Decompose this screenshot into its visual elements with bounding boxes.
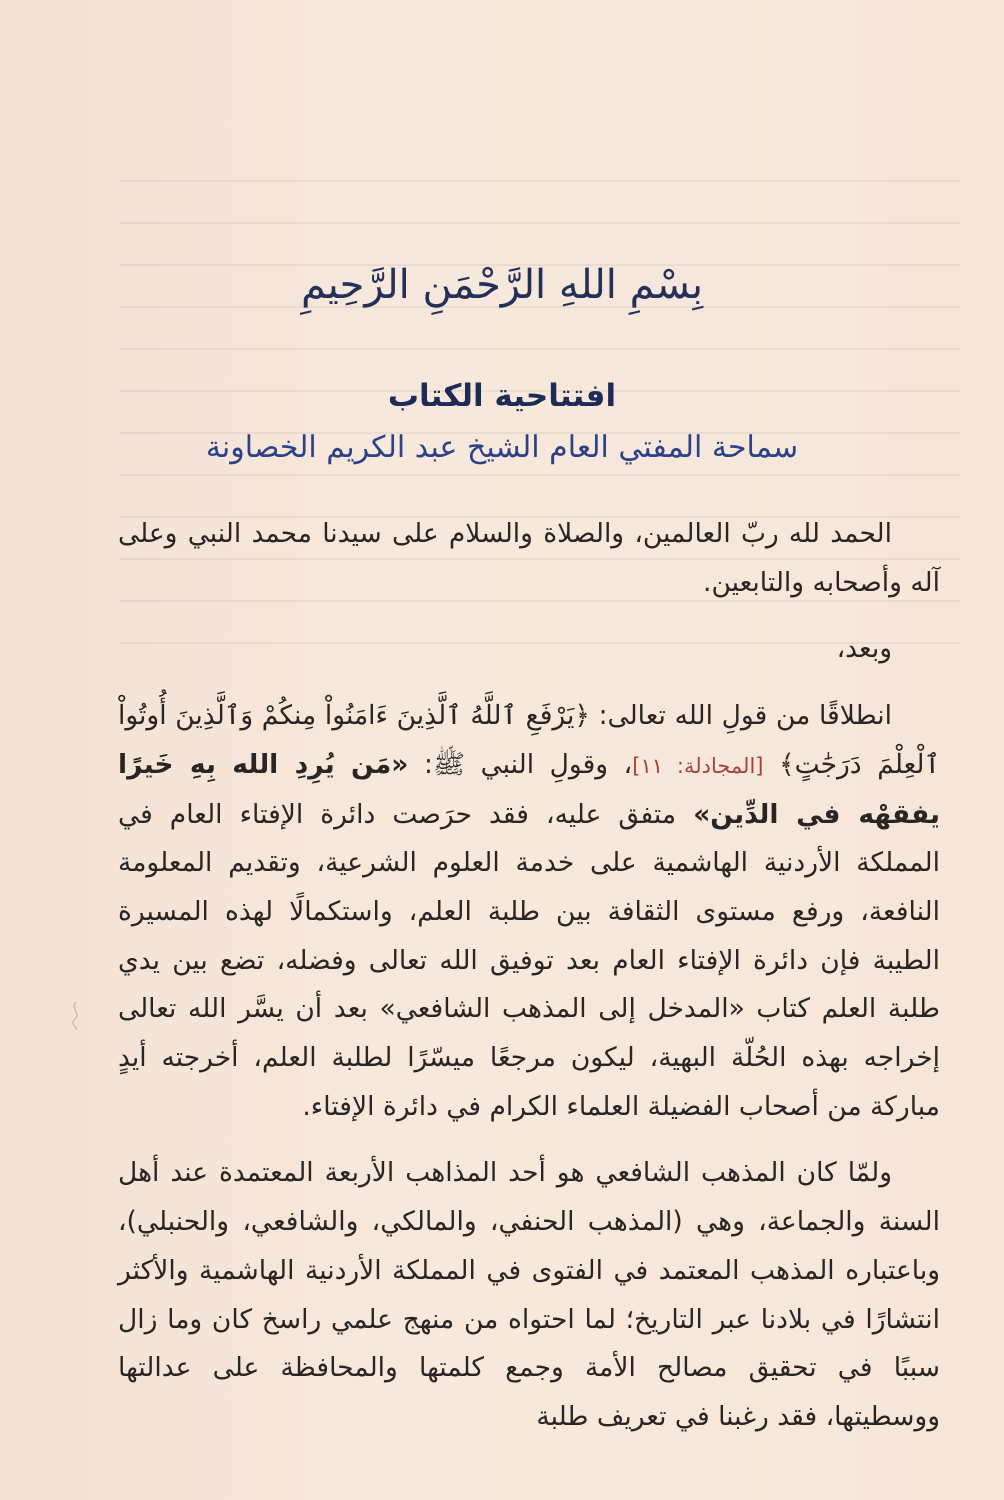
paragraph-wa-bad: وبعد، [836,633,892,665]
prophet-quote-intro: ، وقولِ النبي ﷺ: [408,748,633,780]
paragraph-continuation: متفق عليه، فقد حرَصت دائرة الإفتاء العام في المملكة الأردنية الهاشمية على خدمة العلوم الشرعية، وتقديم المعلومة النافعة، ورفع مستوى الثقافة بين طلبة العلم، واستكمالًا لهذه المسيرة الطيبة فإن دائرة الإفتاء العام بعد توفيق الله تعالى وفضله، تضع بين يدي طلبة العلم كتاب «المدخل إلى المذهب الشافعي» بعد أن يسَّر الله تعالى إخراجه بهذه الحُلّة البهية، ليكون مرجعًا ميسّرًا لطلبة العلم، أخرجته أيدٍ مباركة من أصحاب الفضيلة العلماء الكرام في دائرة الإفتاء. [118,798,940,1122]
basmala-calligraphy: بِسْمِ اللهِ الرَّحْمَنِ الرَّحِيمِ [300,262,704,308]
author-subtitle: سماحة المفتي العام الشيخ عبد الكريم الخصاونة [205,430,799,465]
intro-text: انطلاقًا من قولِ الله تعالى: [589,700,893,732]
paragraph-quran-hadith [118,692,940,1131]
page-title: افتتاحية الكتاب [387,378,617,414]
quran-verse: ﴿يَرْفَعِ ٱللَّهُ ٱلَّذِينَ ءَامَنُواْ مِنكُمْ وَٱلَّذِينَ أُوتُواْ ٱلْعِلْمَ دَرَجَٰتٍ﴾ [118,700,940,780]
body-text [118,510,940,1442]
paragraph-shafii-madhhab: ولمّا كان المذهب الشافعي هو أحد المذاهب الأربعة المعتمدة عند أهل السنة والجماعة، وهي (المذهب الحنفي، والمالكي، والشافعي، والحنبلي)، وباعتباره المذهب المعتمد في الفتوى في المملكة الأردنية الهاشمية والأكثر انتشارًا في بلادنا عبر التاريخ؛ لما احتواه من منهج علمي راسخ كان وما زال سببًا في تحقيق مصالح الأمة وجمع كلمتها والمحافظة على عدالتها ووسطيتها، فقد رغبنا في تعريف طلبة [118,1157,940,1432]
paragraph-praise: الحمد لله ربّ العالمين، والصلاة والسلام على سيدنا محمد النبي وعلى آله وأصحابه والتابعين. [118,518,940,598]
hadith-quote: «مَن يُرِدِ الله بِهِ خَيرًا يفقهْه في الدِّين» [118,748,940,830]
paper-crease-mark [64,1000,88,1030]
quran-reference: [المجادلة: ١١] [632,753,764,778]
